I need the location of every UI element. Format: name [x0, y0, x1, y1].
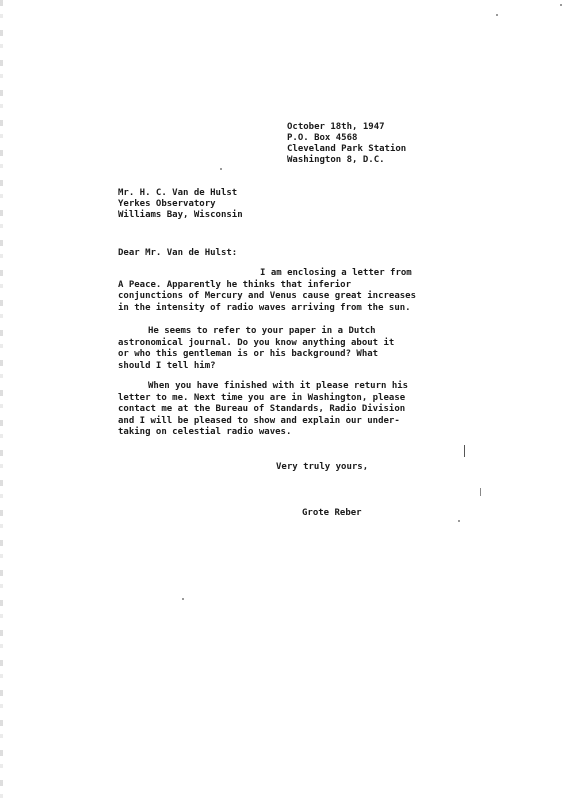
paragraph-line: When you have finished with it please return his: [148, 381, 409, 391]
paragraph-line: He seems to refer to your paper in a Dutch: [148, 326, 376, 336]
recipient-address-block: [118, 188, 243, 221]
sender-city: Washington 8, D.C.: [287, 155, 385, 165]
sender-address-block: [287, 122, 406, 166]
paragraph-line: astronomical journal. Do you know anything about it: [118, 337, 395, 348]
sender-station: Cleveland Park Station: [287, 144, 407, 154]
salutation: Dear Mr. Van de Hulst:: [118, 248, 238, 258]
paragraph-line: taking on celestial radio waves.: [118, 427, 292, 437]
paragraph-line: or who this gentleman is or his background? What: [118, 349, 379, 359]
closing: Very truly yours,: [276, 462, 369, 472]
signature-name: Grote Reber: [302, 508, 362, 518]
paragraph-line: should I tell him?: [118, 360, 216, 371]
sender-po-box: P.O. Box 4568: [287, 133, 358, 143]
paragraph-line: I am enclosing a letter from: [260, 268, 412, 278]
paragraph-line: contact me at the Bureau of Standards, Radio Division: [118, 404, 406, 414]
scan-edge-artifact: [0, 0, 3, 800]
margin-pencil-mark: [464, 445, 465, 457]
scan-speck: [458, 520, 460, 522]
recipient-location: Williams Bay, Wisconsin: [118, 210, 243, 220]
body-paragraph-2: [118, 326, 394, 372]
recipient-institution: Yerkes Observatory: [118, 199, 216, 209]
paragraph-line: A Peace. Apparently he thinks that inferior: [118, 279, 351, 290]
paragraph-line: conjunctions of Mercury and Venus cause great increases: [118, 291, 417, 301]
paragraph-line: in the intensity of radio waves arriving from the sun.: [118, 302, 411, 313]
letter-date: October 18th, 1947: [287, 122, 385, 132]
scan-speck: [220, 168, 222, 170]
body-paragraph-3: [118, 381, 408, 439]
margin-pencil-mark: [480, 488, 481, 496]
scan-speck: [496, 14, 498, 16]
body-paragraph-1: [118, 268, 416, 314]
paragraph-line: letter to me. Next time you are in Washington, please: [118, 392, 406, 403]
paragraph-line: and I will be pleased to show and explain our under-: [118, 415, 400, 426]
recipient-name: Mr. H. C. Van de Hulst: [118, 188, 238, 198]
scan-speck: [182, 598, 184, 600]
scan-speck: [560, 4, 562, 6]
